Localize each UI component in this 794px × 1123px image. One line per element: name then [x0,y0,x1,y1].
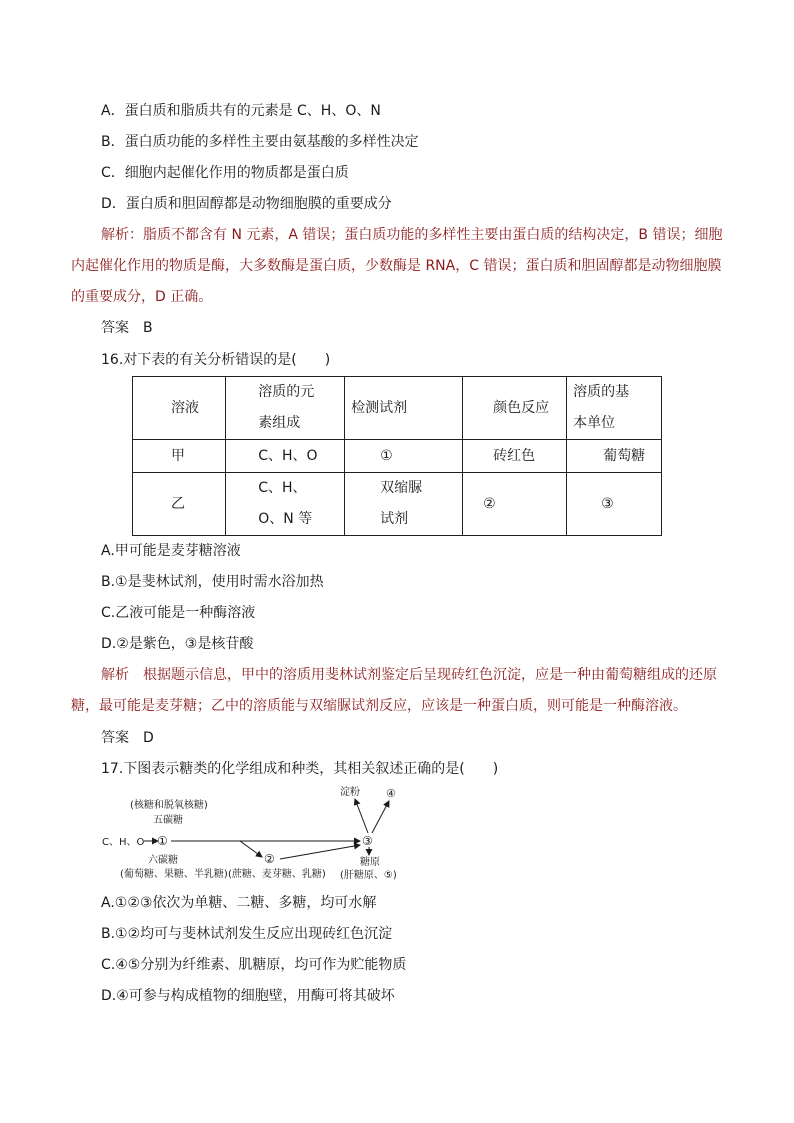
cell-solution: 甲 [171,447,185,464]
node-3: ③ [362,834,373,848]
q16-answer: 答案 D [101,730,154,746]
cell-color: 砖红色 [493,447,536,464]
disaccharide-note: (蔗糖、麦芽糖、乳糖) [228,869,326,880]
cell-unit: ③ [601,495,614,512]
table-row [133,473,662,536]
header-solution: 溶液 [171,399,199,416]
cell-elements: O、N 等 [258,511,313,527]
cell-solution: 乙 [171,495,185,512]
q17-option-d: D.④可参与构成植物的细胞壁，用酶可将其破坏 [101,988,395,1004]
q16-analysis-line: 解析 根据题示信息，甲中的溶质用斐林试剂鉴定后呈现砖红色沉淀，应是一种由葡萄糖组成的还原 [101,667,717,683]
q15-analysis-line: 解析：脂质不都含有 N 元素，A 错误；蛋白质功能的多样性主要由蛋白质的结构决定，B 错误；细胞 [101,227,723,243]
cell-unit: 葡萄糖 [603,447,646,464]
node-4: ④ [386,787,396,800]
header-elements: 素组成 [258,415,301,431]
header-unit: 本单位 [573,415,616,431]
table-row [133,440,662,473]
cell-elements: C、H、O [258,447,318,464]
q16-analysis-line: 糖，最可能是麦芽糖；乙中的溶质能与双缩脲试剂反应，应该是一种蛋白质，则可能是一种酶溶液。 [71,698,687,714]
arrow-3-to-starch [355,799,368,833]
cell-reagent: ① [380,447,393,464]
glycogen-note: (肝糖原、⑤) [340,870,397,881]
q16-option-c: C.乙液可能是一种酶溶液 [101,605,256,621]
q15-analysis-line: 的重要成分，D 正确。 [71,289,213,305]
arrow-2-to-3 [280,845,360,859]
q17-option-c: C.④⑤分别为纤维素、肌糖原，均可作为贮能物质 [101,957,407,973]
q16-option-b: B.①是斐林试剂，使用时需水浴加热 [101,574,324,590]
table-header-row [133,377,662,440]
node-1: ① [157,834,168,848]
cell-color: ② [483,495,496,512]
q16-table [132,376,662,536]
cell-reagent: 双缩脲 [380,480,423,496]
q16-stem: 16.对下表的有关分析错误的是( ) [101,352,331,368]
header-reagent: 检测试剂 [351,399,408,416]
header-color: 颜色反应 [493,399,550,416]
header-unit: 溶质的基 [573,384,630,400]
starch-label: 淀粉 [340,787,360,798]
node-2: ② [264,852,275,866]
glycogen-label: 糖原 [360,857,380,868]
q15-option-d: D．蛋白质和胆固醇都是动物细胞膜的重要成分 [101,196,392,212]
q16-option-a: A.甲可能是麦芽糖溶液 [101,543,241,559]
q17-option-a: A.①②③依次为单糖、二糖、多糖，均可水解 [101,895,377,911]
sugar-classification-diagram [100,785,430,885]
q15-option-b: B．蛋白质功能的多样性主要由氨基酸的多样性决定 [101,134,419,150]
pentose-note: (核糖和脱氧核糖) [130,800,208,811]
arrow-to-2 [240,841,262,857]
cell-reagent: 试剂 [380,511,409,527]
arrow-3-to-4 [372,801,389,833]
elements-label: C、H、O [102,837,145,848]
q15-option-c: C．细胞内起催化作用的物质都是蛋白质 [101,165,349,181]
q15-option-a: A．蛋白质和脂质共有的元素是 C、H、O、N [101,103,381,119]
q17-option-b: B.①②均可与斐林试剂发生反应出现砖红色沉淀 [101,926,393,942]
hexose-note: (葡萄糖、果糖、半乳糖) [120,869,228,880]
q17-stem: 17.下图表示糖类的化学组成和种类，其相关叙述正确的是( ) [101,761,499,777]
pentose-label: 五碳糖 [153,815,183,826]
q15-analysis-line: 内起催化作用的物质是酶，大多数酶是蛋白质，少数酶是 RNA，C 错误；蛋白质和胆固醇都是动物细胞膜 [71,258,722,274]
hexose-label: 六碳糖 [148,855,178,866]
header-elements: 溶质的元 [258,384,315,400]
cell-elements: C、H、 [258,480,307,496]
q15-answer: 答案 B [101,320,153,336]
q16-option-d: D.②是紫色，③是核苷酸 [101,636,254,652]
